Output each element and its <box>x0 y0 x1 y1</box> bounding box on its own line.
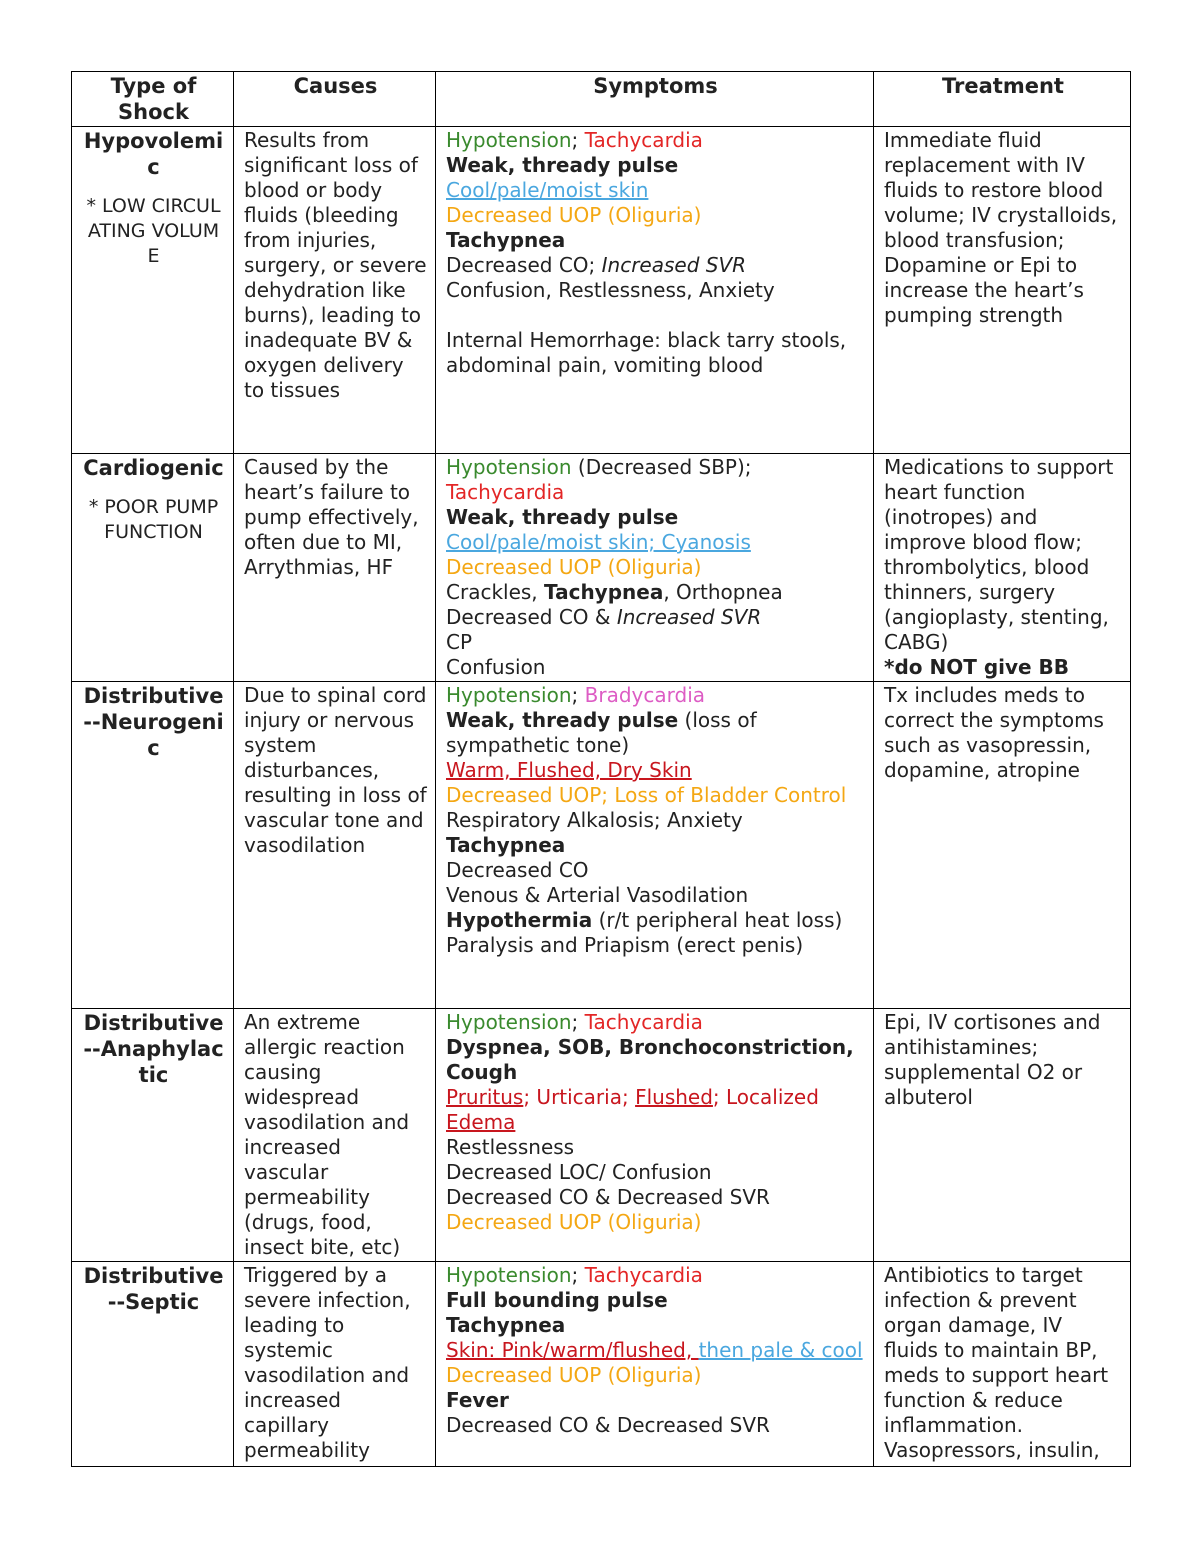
text-segment: (loss of sympathetic tone) <box>446 708 757 757</box>
text-segment: Flushed <box>635 1085 713 1109</box>
text-segment: Tachycardia <box>446 480 565 504</box>
symptoms-line <box>446 128 865 153</box>
symptoms-line <box>446 328 865 378</box>
header-row <box>72 72 1131 127</box>
text-segment: Venous & Arterial Vasodilation <box>446 883 749 907</box>
symptoms-line <box>446 1363 865 1388</box>
symptoms-line <box>446 580 865 605</box>
text-segment: Increased SVR <box>601 253 747 277</box>
symptoms-line <box>446 808 865 833</box>
type-cell <box>72 1262 234 1467</box>
text-segment: Cool/pale/moist skin <box>446 178 649 202</box>
symptoms-line <box>446 655 865 680</box>
symptoms-line <box>446 708 865 758</box>
symptoms-line <box>446 858 865 883</box>
text-segment: Warm, Flushed, Dry Skin <box>446 758 692 782</box>
text-segment: Immediate fluid replacement with IV fluids to restore blood volume; IV crystalloids, blood transfusion; Dopamine or Epi to increase the heart’s pumping strength <box>884 128 1118 327</box>
text-segment: Decreased UOP; Loss of Bladder Control <box>446 783 847 807</box>
causes-cell: Results from significant loss of blood or body fluids (bleeding from injuries, surgery, or severe dehydration like burns), leading to inadequate BV & oxygen delivery to tissues <box>234 127 436 454</box>
type-cell <box>72 682 234 1009</box>
treatment-line <box>884 455 1122 655</box>
type-cell <box>72 1009 234 1262</box>
type-cell <box>72 454 234 682</box>
text-segment: Full bounding pulse <box>446 1288 668 1312</box>
symptoms-line <box>446 505 865 530</box>
symptoms-line <box>446 1263 865 1288</box>
text-segment: Decreased CO & Decreased SVR <box>446 1185 770 1209</box>
symptoms-line <box>446 1185 865 1210</box>
text-segment: Confusion <box>446 655 546 679</box>
table-row <box>72 1009 1131 1262</box>
table-row <box>72 1262 1131 1467</box>
text-segment: Decreased UOP (Oliguria) <box>446 1363 702 1387</box>
text-segment: Antibiotics to target infection & prevent organ damage, IV fluids to maintain BP, meds to support heart function & reduce inflammation. Vasopressors, insulin, <box>884 1263 1109 1462</box>
shock-type-name: Distributive--Anaphylactic <box>83 1011 224 1087</box>
type-cell <box>72 127 234 454</box>
text-segment: Confusion, Restlessness, Anxiety <box>446 278 775 302</box>
treatment-line <box>884 1010 1122 1110</box>
text-segment: Dyspnea, SOB, Bronchoconstriction, Cough <box>446 1035 854 1084</box>
text-segment: Respiratory Alkalosis; Anxiety <box>446 808 743 832</box>
text-segment: ; <box>571 683 585 707</box>
text-segment: Weak, thready pulse <box>446 153 679 177</box>
header-treatment: Treatment <box>874 72 1131 127</box>
text-segment: Hypotension <box>446 683 572 707</box>
symptoms-line <box>446 455 865 480</box>
table-row <box>72 454 1131 682</box>
causes-cell: An extreme allergic reaction causing widespread vasodilation and increased vascular permeability (drugs, food, insect bite, etc) <box>234 1009 436 1262</box>
text-segment: Increased SVR <box>616 605 762 629</box>
text-segment: Hypothermia <box>446 908 593 932</box>
symptoms-line <box>446 480 865 505</box>
text-segment: Tachypnea <box>446 228 566 252</box>
text-segment: Tx includes meds to correct the symptoms such as vasopressin, dopamine, atropine <box>884 683 1104 782</box>
treatment-cell <box>874 1009 1131 1262</box>
symptoms-line <box>446 630 865 655</box>
symptoms-line <box>446 178 865 203</box>
text-segment: (r/t peripheral heat loss) <box>592 908 843 932</box>
symptoms-cell <box>436 1262 874 1467</box>
text-segment: Hypotension <box>446 128 572 152</box>
text-segment: ; <box>571 1263 585 1287</box>
symptoms-line <box>446 1388 865 1413</box>
text-segment: Edema <box>446 1110 516 1134</box>
shock-type-name: Distributive--Septic <box>83 1264 224 1314</box>
symptoms-line <box>446 683 865 708</box>
text-segment: Pruritus <box>446 1085 524 1109</box>
text-segment: Medications to support heart function (inotropes) and improve blood flow; thrombolytics, blood thinners, surgery (angioplasty, stenting, CABG) <box>884 455 1114 654</box>
treatment-cell <box>874 127 1131 454</box>
text-segment: ; Localized <box>712 1085 819 1109</box>
table-row <box>72 127 1131 454</box>
text-segment: CP <box>446 630 473 654</box>
symptoms-line <box>446 530 865 555</box>
text-segment: Tachypnea <box>544 580 664 604</box>
text-segment: Decreased LOC/ Confusion <box>446 1160 712 1184</box>
text-segment: Decreased UOP (Oliguria) <box>446 203 702 227</box>
symptoms-line <box>446 1210 865 1235</box>
treatment-line <box>884 128 1122 328</box>
symptoms-line <box>446 783 865 808</box>
text-segment: Tachycardia <box>584 1263 703 1287</box>
text-segment: Paralysis and Priapism (erect penis) <box>446 933 804 957</box>
symptoms-line <box>446 883 865 908</box>
header-causes: Causes <box>234 72 436 127</box>
text-segment: Hypotension <box>446 455 572 479</box>
text-segment: Hypotension <box>446 1010 572 1034</box>
text-segment: *do NOT give BB <box>884 655 1070 679</box>
treatment-line <box>884 683 1122 783</box>
text-segment: Decreased CO <box>446 858 589 882</box>
shock-types-table <box>71 71 1131 1467</box>
text-segment: Skin: Pink/warm/flushed, <box>446 1338 699 1362</box>
causes-cell: Due to spinal cord injury or nervous system disturbances, resulting in loss of vascular tone and vasodilation <box>234 682 436 1009</box>
symptoms-line <box>446 203 865 228</box>
text-segment: Epi, IV cortisones and antihistamines; supplemental O2 or albuterol <box>884 1010 1101 1109</box>
table-row <box>72 682 1131 1009</box>
text-segment: Tachypnea <box>446 1313 566 1337</box>
text-segment: Restlessness <box>446 1135 575 1159</box>
symptoms-cell <box>436 1009 874 1262</box>
symptoms-line <box>446 555 865 580</box>
symptoms-line <box>446 278 865 303</box>
text-segment: Decreased CO; <box>446 253 602 277</box>
shock-type-note: * POOR PUMP FUNCTION <box>88 496 219 543</box>
treatment-line <box>884 1263 1122 1463</box>
symptoms-cell <box>436 454 874 682</box>
treatment-line <box>884 655 1122 680</box>
text-segment: , Orthopnea <box>663 580 783 604</box>
symptoms-line <box>446 228 865 253</box>
text-segment: Weak, thready pulse <box>446 505 679 529</box>
text-segment: ; <box>571 128 585 152</box>
text-segment: Decreased UOP (Oliguria) <box>446 555 702 579</box>
shock-type-name: Cardiogenic <box>83 456 224 480</box>
symptoms-line <box>446 1413 865 1438</box>
symptoms-line <box>446 1035 865 1085</box>
symptoms-line <box>446 933 865 958</box>
symptoms-line <box>446 758 865 783</box>
text-segment: Tachypnea <box>446 833 566 857</box>
symptoms-line <box>446 1135 865 1160</box>
treatment-cell <box>874 682 1131 1009</box>
text-segment: Internal Hemorrhage: black tarry stools, abdominal pain, vomiting blood <box>446 328 847 377</box>
text-segment: Tachycardia <box>584 128 703 152</box>
text-segment: Decreased CO & <box>446 605 617 629</box>
symptoms-line <box>446 1338 865 1363</box>
symptoms-line <box>446 605 865 630</box>
symptoms-line <box>446 908 865 933</box>
text-segment: Tachycardia <box>584 1010 703 1034</box>
symptoms-line <box>446 1085 865 1135</box>
symptoms-line <box>446 1313 865 1338</box>
causes-cell: Triggered by a severe infection, leading to systemic vasodilation and increased capillary permeability <box>234 1262 436 1467</box>
text-segment: Decreased CO & Decreased SVR <box>446 1413 770 1437</box>
text-segment: Crackles, <box>446 580 545 604</box>
causes-cell: Caused by the heart’s failure to pump effectively, often due to MI, Arrythmias, HF <box>234 454 436 682</box>
treatment-cell <box>874 454 1131 682</box>
symptoms-line <box>446 1288 865 1313</box>
text-segment: Hypotension <box>446 1263 572 1287</box>
header-symptoms: Symptoms <box>436 72 874 127</box>
text-segment: Bradycardia <box>584 683 706 707</box>
symptoms-cell <box>436 682 874 1009</box>
symptoms-line <box>446 1160 865 1185</box>
text-segment: Fever <box>446 1388 509 1412</box>
text-segment: ; Urticaria; <box>523 1085 636 1109</box>
header-type-of-shock: Type of Shock <box>72 72 234 127</box>
text-segment: then pale & cool <box>698 1338 863 1362</box>
treatment-cell <box>874 1262 1131 1467</box>
text-segment: Cool/pale/moist skin; Cyanosis <box>446 530 751 554</box>
shock-type-name: Distributive--Neurogenic <box>83 684 224 760</box>
symptoms-cell <box>436 127 874 454</box>
shock-type-name: Hypovolemic <box>83 129 224 179</box>
text-segment: (Decreased SBP); <box>571 455 752 479</box>
text-segment: Decreased UOP (Oliguria) <box>446 1210 702 1234</box>
text-segment: ; <box>571 1010 585 1034</box>
symptoms-line <box>446 253 865 278</box>
symptoms-line <box>446 1010 865 1035</box>
symptoms-line <box>446 303 865 328</box>
symptoms-line <box>446 153 865 178</box>
text-segment: Weak, thready pulse <box>446 708 679 732</box>
shock-type-note: * LOW CIRCULATING VOLUME <box>86 195 221 267</box>
symptoms-line <box>446 833 865 858</box>
